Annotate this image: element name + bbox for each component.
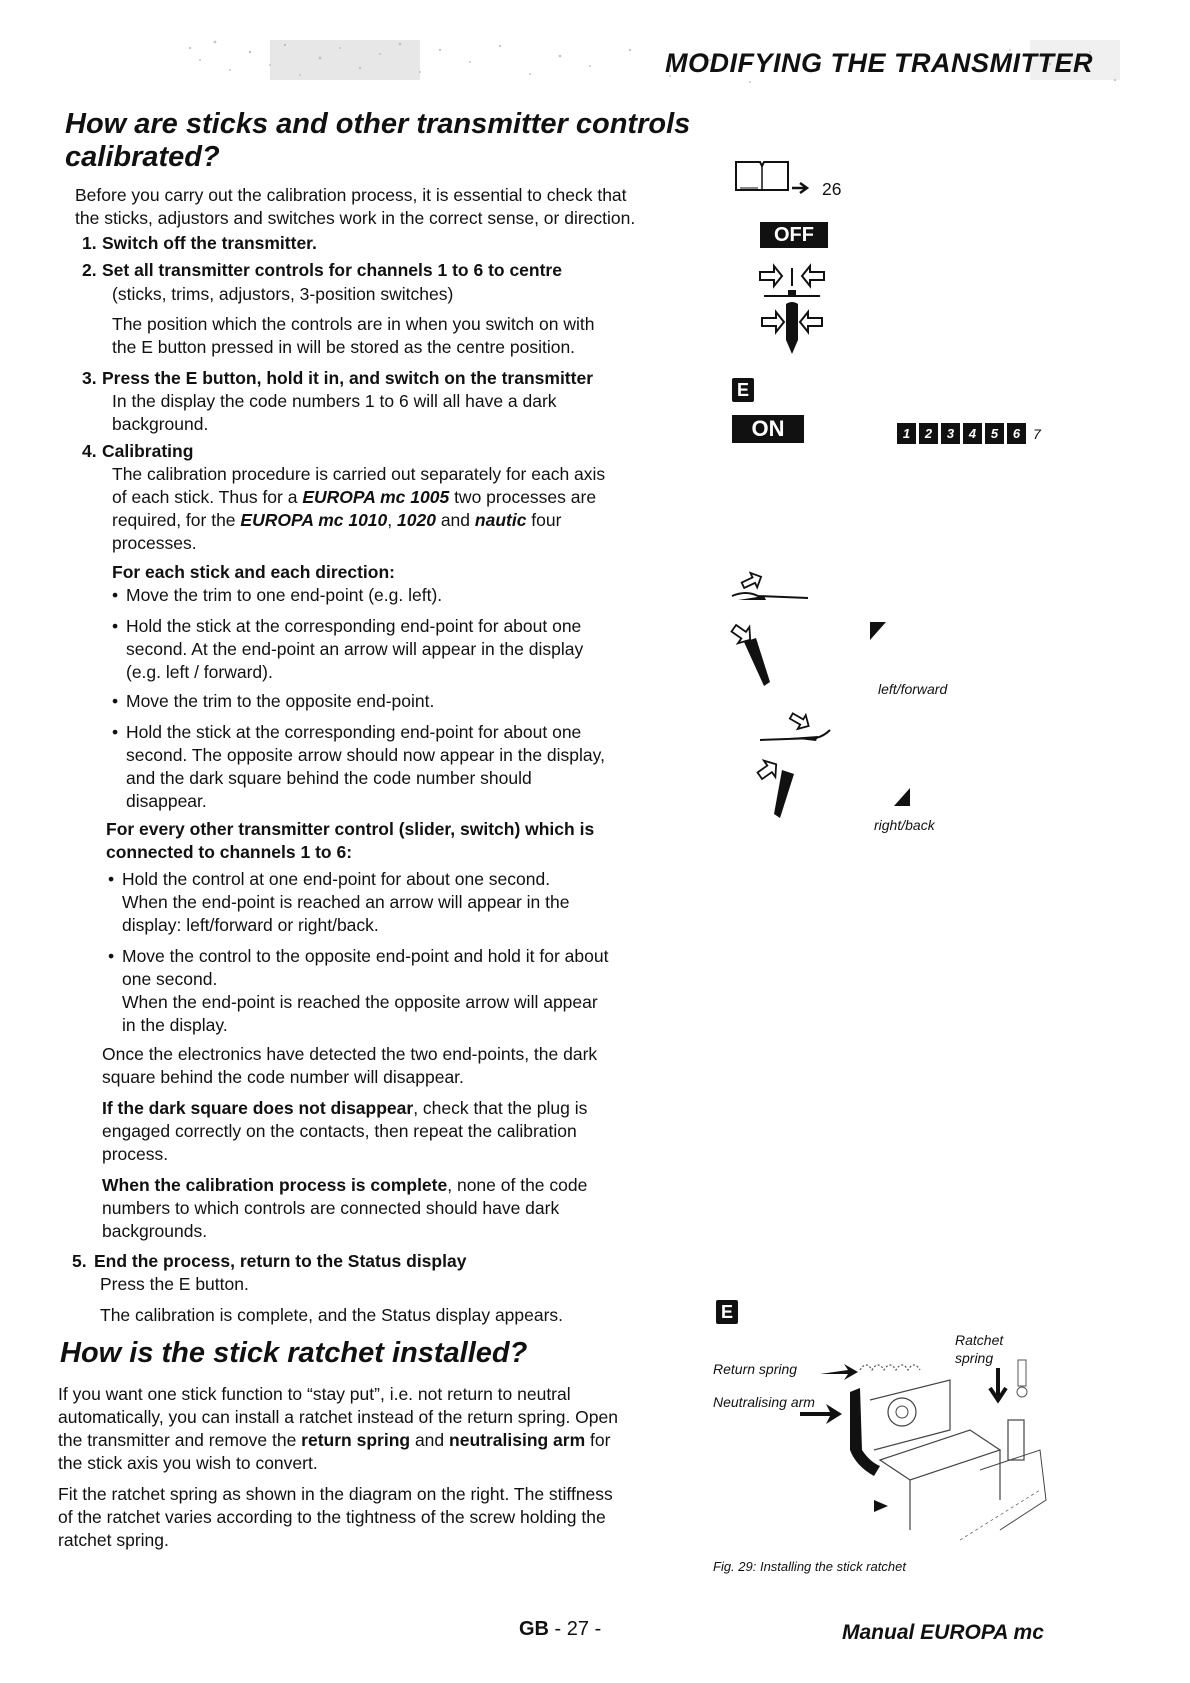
step5-para1: Press the E button. (100, 1274, 249, 1294)
manual-title: Manual EUROPA mc (842, 1621, 1044, 1644)
e-button-icon: E (732, 378, 754, 402)
step2-number: 2. (82, 260, 97, 280)
trim-left-icon (728, 570, 808, 606)
code-number-2: 2 (919, 423, 938, 444)
step4-title: Calibrating (102, 441, 194, 461)
step5-number: 5. (72, 1251, 87, 1271)
other-control-heading-2: connected to channels 1 to 6: (106, 842, 353, 862)
stick-ratchet-diagram (800, 1340, 1050, 1570)
ratchet-para1-l3: the transmitter and remove the return spring and neutralising arm for (58, 1430, 611, 1450)
ratchet-para2-l2: of the ratchet varies according to the tightness of the screw holding the (58, 1507, 606, 1527)
once-para-l2: square behind the code number will disappear. (102, 1067, 464, 1087)
page-number: GB - 27 - (519, 1618, 602, 1640)
ratchet-label-line1: Ratchet (955, 1332, 1004, 1348)
page-reference: 26 (822, 179, 842, 199)
code-number-1: 1 (897, 423, 916, 444)
section2-heading: How is the stick ratchet installed? (60, 1337, 528, 1369)
bullet-hold-stick-2: • Hold the stick at the corresponding end-point for about one (126, 721, 581, 743)
code-number-7: 7 (1033, 425, 1041, 442)
ratchet-para1-l1: If you want one stick function to “stay put”, i.e. not return to neutral (58, 1384, 571, 1404)
step3-title: Press the E button, hold it in, and switch on the transmitter (102, 368, 594, 388)
step4-para4: processes. (112, 533, 197, 553)
when-complete-l2: numbers to which controls are connected should have dark (102, 1198, 560, 1218)
stick-right-icon (754, 752, 814, 822)
step4-para3: required, for the EUROPA mc 1010, 1020 and nautic four (112, 510, 562, 530)
bullet-hold-stick-2-l3: and the dark square behind the code number should (126, 768, 532, 788)
if-dark-para-l2: engaged correctly on the contacts, then repeat the calibration (102, 1121, 577, 1141)
other-control-heading-1: For every other transmitter control (slider, switch) which is (106, 819, 595, 839)
once-para-l1: Once the electronics have detected the two end-points, the dark (102, 1044, 598, 1064)
left-forward-label: left/forward (878, 681, 948, 697)
section1-heading-line2: calibrated? (65, 141, 220, 173)
header-title: MODIFYING THE TRANSMITTER (665, 48, 1093, 78)
step3-para1: In the display the code numbers 1 to 6 will all have a dark (112, 391, 557, 411)
code-number-3: 3 (941, 423, 960, 444)
when-complete-l1: When the calibration process is complete, none of the code (102, 1175, 588, 1195)
bullet-move-trim-opposite: • Move the trim to the opposite end-point. (126, 690, 434, 712)
bullet-move-trim: • Move the trim to one end-point (e.g. left). (126, 584, 442, 606)
stick-left-icon (726, 620, 786, 690)
step2-para1: The position which the controls are in when you switch on with (112, 314, 595, 334)
switch-hand-icon (752, 260, 832, 370)
right-back-label: right/back (874, 817, 935, 833)
bullet-hold-control-l2: When the end-point is reached an arrow will appear in the (122, 892, 570, 912)
if-dark-para-l3: process. (102, 1144, 169, 1164)
step1-title: Switch off the transmitter. (102, 233, 317, 253)
bullet-move-control-l2: one second. (122, 969, 218, 989)
off-indicator: OFF (760, 222, 828, 248)
code-number-5: 5 (985, 423, 1004, 444)
ratchet-label-line2: spring (955, 1350, 994, 1366)
bullet-hold-stick-1: • Hold the stick at the corresponding end-point for about one (126, 615, 581, 637)
ratchet-para2-l1: Fit the ratchet spring as shown in the diagram on the right. The stiffness (58, 1484, 613, 1504)
step2-title: Set all transmitter controls for channels 1 to 6 to centre (102, 260, 562, 280)
on-indicator: ON (732, 415, 804, 443)
e-button-icon-2: E (716, 1300, 738, 1324)
bullet-hold-stick-1-l2: second. At the end-point an arrow will appear in the display (126, 639, 584, 659)
each-stick-heading: For each stick and each direction: (112, 562, 395, 582)
trim-right-icon (760, 710, 840, 750)
book-icon (732, 158, 792, 194)
when-complete-l3: backgrounds. (102, 1221, 208, 1241)
bullet-hold-stick-2-l2: second. The opposite arrow should now appear in the display, (126, 745, 605, 765)
figure-caption: Fig. 29: Installing the stick ratchet (713, 1559, 906, 1574)
intro-line2: the sticks, adjustors and switches work in the correct sense, or direction. (75, 208, 636, 228)
neutralising-arm-label: Neutralising arm (713, 1394, 815, 1410)
bullet-hold-control-l3: display: left/forward or right/back. (122, 915, 379, 935)
step2-sub: (sticks, trims, adjustors, 3-position switches) (112, 284, 454, 304)
step5-para2: The calibration is complete, and the Status display appears. (100, 1305, 564, 1325)
step3-para2: background. (112, 414, 209, 434)
step2-para2: the E button pressed in will be stored as the centre position. (112, 337, 576, 357)
section1-heading-line1: How are sticks and other transmitter controls (65, 108, 691, 140)
bullet-move-control-l3: When the end-point is reached the opposite arrow will appear (122, 992, 598, 1012)
code-numbers-display (897, 423, 1041, 444)
step4-number: 4. (82, 441, 97, 461)
arrow-right-back-icon (892, 786, 912, 808)
bullet-move-control: • Move the control to the opposite end-point and hold it for about (122, 945, 608, 967)
arrow-left-forward-icon (868, 620, 888, 642)
step1-number: 1. (82, 233, 97, 253)
code-number-6: 6 (1007, 423, 1026, 444)
bullet-hold-stick-2-l4: disappear. (126, 791, 207, 811)
bullet-hold-stick-1-l3: (e.g. left / forward). (126, 662, 273, 682)
if-dark-para-l1: If the dark square does not disappear, check that the plug is (102, 1098, 588, 1118)
step4-para2: of each stick. Thus for a EUROPA mc 1005 two processes are (112, 487, 597, 507)
arrow-right-icon (790, 180, 814, 196)
intro-line1: Before you carry out the calibration process, it is essential to check that (75, 185, 627, 205)
step4-para1: The calibration procedure is carried out separately for each axis (112, 464, 606, 484)
code-number-4: 4 (963, 423, 982, 444)
ratchet-para2-l3: ratchet spring. (58, 1530, 169, 1550)
bullet-move-control-l4: in the display. (122, 1015, 228, 1035)
step3-number: 3. (82, 368, 97, 388)
ratchet-para1-l4: the stick axis you wish to convert. (58, 1453, 318, 1473)
step5-title: End the process, return to the Status display (94, 1251, 467, 1271)
bullet-hold-control: • Hold the control at one end-point for about one second. (122, 868, 550, 890)
return-spring-label: Return spring (713, 1361, 798, 1377)
ratchet-para1-l2: automatically, you can install a ratchet instead of the return spring. Open (58, 1407, 618, 1427)
